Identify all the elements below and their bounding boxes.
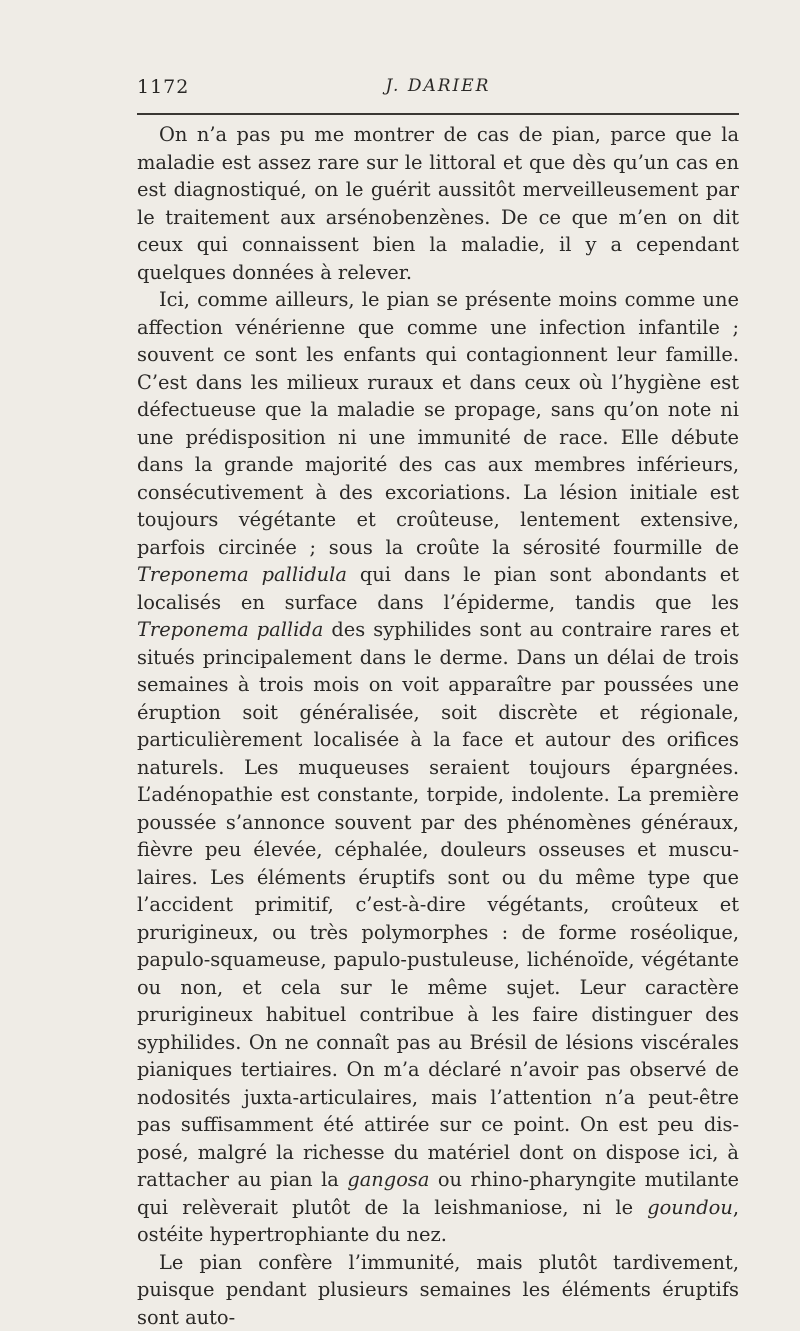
italic-term: Treponema pallida bbox=[137, 618, 323, 641]
paragraph-1: On n’a pas pu me montrer de cas de pian, parce que la maladie est assez rare sur le littoral et que dès qu’un cas en est diagnostiqué, on le guérit aussitôt merveilleusement par le traitement aux arsénobenzènes. De ce que m’en on dit ceux qui connaissent bien la maladie, il y a cependant quelques données à relever. bbox=[137, 121, 739, 286]
italic-term: gangosa bbox=[347, 1168, 429, 1191]
paragraph-2: Ici, comme ailleurs, le pian se présente moins comme une affection vénérienne que comme une infection infantile ; souvent ce sont les enfants qui contagionnent leur famille. C’est dans les milieux ruraux et dans ceux où l’hygiène est défectueuse que la maladie se propage, sans qu’on note ni une prédisposition ni une immunité de race. Elle débute dans la grande majorité des cas aux membres inférieurs, consécutivement à des excoriations. La lésion initiale est toujours végétante et croûteuse, lentement extensive, parfois circinée ; sous la croûte la sérosité fourmille de Treponema pallidula qui dans le pian sont abondants et localisés en surface dans l’épiderme, tandis que les Treponema pallida des syphilides sont au contraire rares et situés principalement dans le derme. Dans un délai de trois semaines à trois mois on voit apparaître par poussées une éruption soit généralisée, soit discrète et régionale, particulièrement localisée à la face et autour des orifices naturels. Les muqueuses seraient toujours épargnées. L’adénopathie est constante, torpide, indolente. La première poussée s’annonce souvent par des phénomènes généraux, fièvre peu élevée, céphalée, douleurs osseuses et musculaires. Les éléments éruptifs sont ou du même type que l’accident primitif, c’est-à-dire végétants, croûteux et prurigineux, ou très polymorphes : de forme roséolique, papulo-squameuse, papulo-pustuleuse, lichénoïde, végétante ou non, et cela sur le même sujet. Leur caractère prurigineux habituel contribue à les faire distinguer des syphilides. On ne connaît pas au Brésil de lésions viscérales pianiques tertiaires. On m’a déclaré n’avoir pas observé de nodosités juxta-articulaires, mais l’attention n’a peut-être pas suffisamment été attirée sur ce point. On est peu disposé, malgré la richesse du matériel dont on dispose ici, à rattacher au pian la gangosa ou rhino-pharyngite mutilante qui relèverait plutôt de la leishmaniose, ni le goundou, ostéite hypertrophiante du nez. bbox=[137, 286, 739, 1249]
italic-term: goundou bbox=[647, 1196, 733, 1219]
page-number: 1172 bbox=[137, 76, 189, 98]
header-rule bbox=[137, 113, 739, 115]
body-text bbox=[137, 121, 739, 1331]
italic-term: Treponema pallidula bbox=[137, 563, 347, 586]
paragraph-3: Le pian confère l’immunité, mais plutôt tardivement, puisque pendant plusieurs semaines les éléments éruptifs sont auto- bbox=[137, 1249, 739, 1331]
running-head: J. DARIER bbox=[137, 76, 739, 96]
page-header bbox=[137, 76, 739, 102]
